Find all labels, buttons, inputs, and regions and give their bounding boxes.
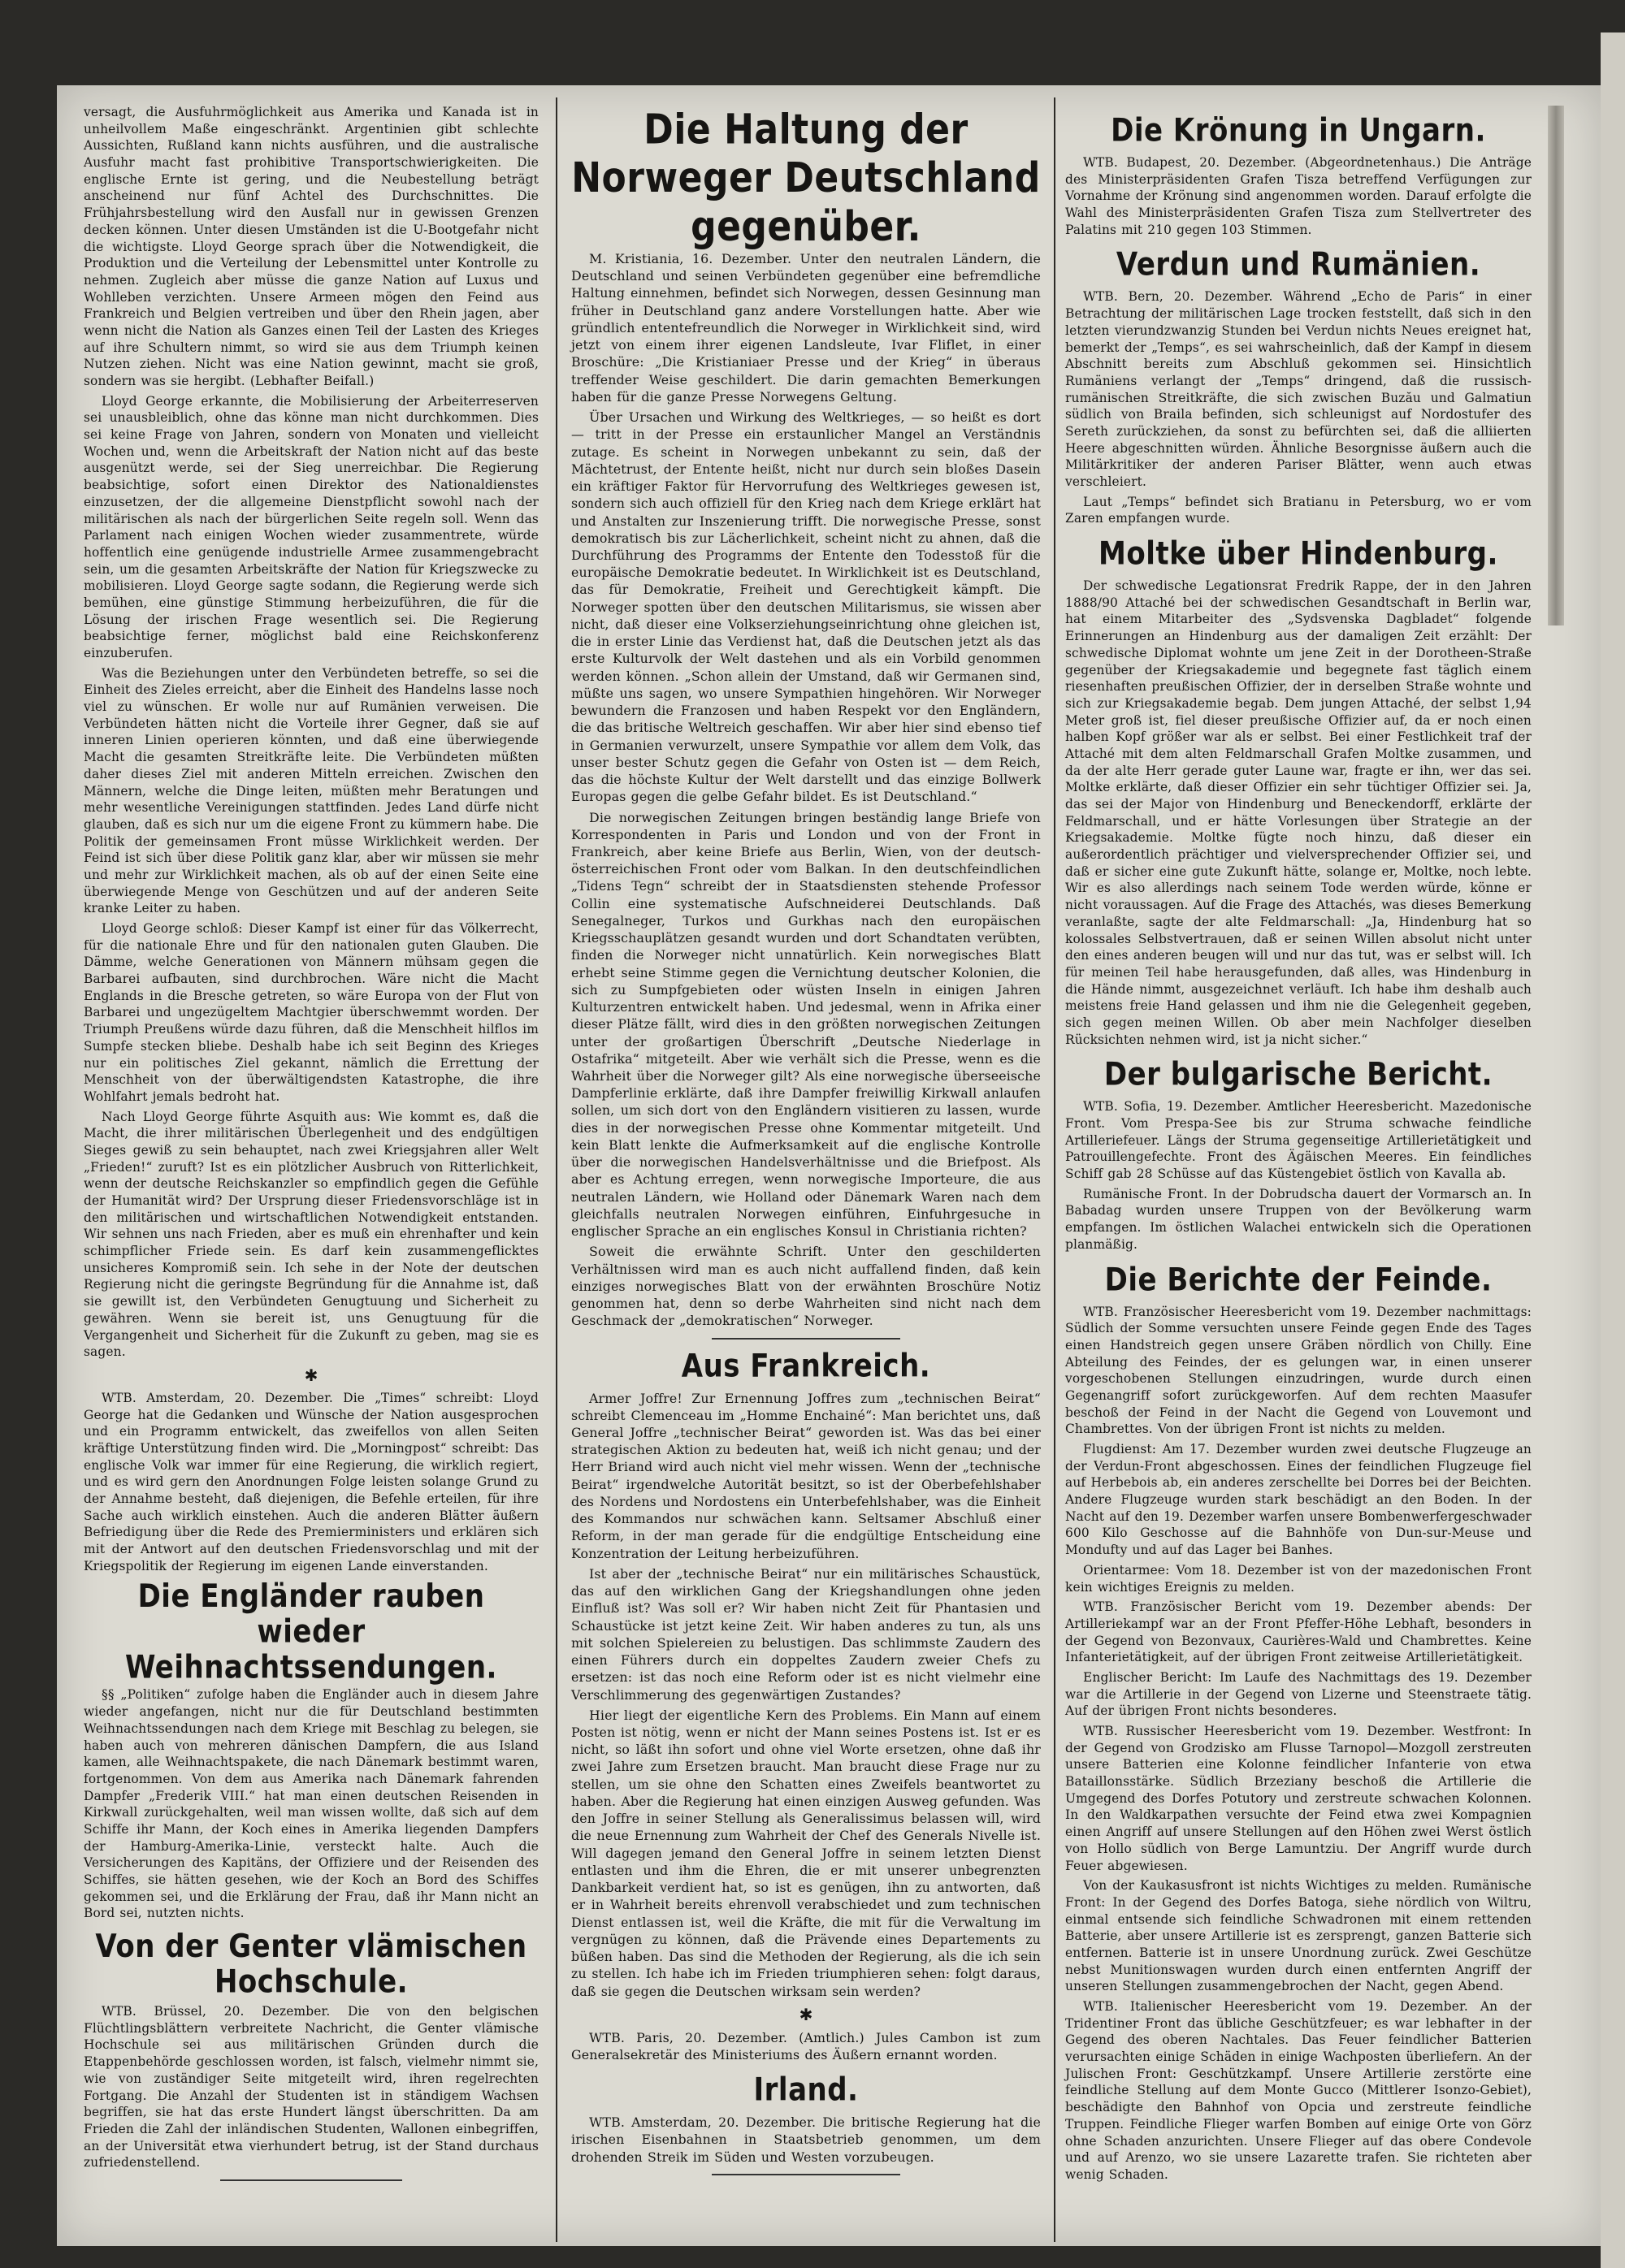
divider (712, 1338, 899, 1340)
headline-verdun: Verdun und Rumänien. (1116, 246, 1481, 284)
article-text: Armer Joffre! Zur Ernennung Joffres zum „technischen Beirat“ schreibt Clemenceau im „Homme Enchainé“: Man berichtet uns, daß General Joffre „technischer Beirat“ geworden ist. Was das bei einer strategischen Aktion zu bedeuten hat, weiß ich nicht genau; und der Herr Briand wird auch nicht viel mehr wissen. Wenn der „technische Beirat“ irgendwelche Autorität besitzt, so ist der Oberbefehlshaber des Nordens und Nordostens ein Unterbefehlshaber, was die Einheit des Kommandos nur schwächen kann. Seltsamer Abschluß einer Reform, in der man gerade für die endgültige Entscheidung eine Konzentration der Leitung herbeizuführen. (571, 1390, 1041, 1561)
article-text: WTB. Französischer Heeresbericht vom 19. Dezember nachmittags: Südlich der Somme versuchten unsere Feinde gegen Ende des Tages einen Handstreich gegen unsere Gräben nördlich von Chilly. Eine Abteilung des Feindes, der es gelungen war, in einen unserer vorgeschobenen Stellungen einzudringen, wurde durch einen Gegenangriff sofort zurückgeworfen. Auf dem rechten Maasufer beschoß der Feind in der Nacht die Gegend von Louvemont und Chambrettes. Von der übrigen Front ist nichts zu melden. (1065, 1304, 1532, 1437)
separator-star: ✱ (304, 1365, 318, 1385)
article-text: Englischer Bericht: Im Laufe des Nachmittags des 19. Dezember war die Artillerie in der Gegend von Lizerne und Steenstraete tätig. Auf der übrigen Front nichts besonderes. (1065, 1669, 1532, 1719)
article-text: Die norwegischen Zeitungen bringen beständig lange Briefe von Korrespondenten in Paris und London und von der Front in Frankreich, aber keine Briefe aus Berlin, Wien, von der deutsch-österreichischen Front oder vom Balkan. In den deutschfeindlichen „Tidens Tegn“ schreibt der in Staatsdiensten stehende Professor Collin eine systematische Aufschneiderei Deutschlands. Daß Senegalneger, Turkos und Gurkhas nach den europäischen Kriegsschauplätzen gesandt wurden und dort Schandtaten verübten, finden die Norweger nicht unnatürlich. Kein norwegisches Blatt erhebt seine Stimme gegen die Vernichtung deutscher Kolonien, die sich zu Sumpfgebieten oder wüsten Inseln in einigen Jahren Kulturzentren entwickelt haben. Und jedesmal, wenn in Afrika einer dieser Plätze fällt, wird dies in den größten norwegischen Zeitungen unter der großartigen Überschrift „Deutsche Niederlage in Ostafrika“ mitgeteilt. Aber wie verhält sich die Presse, wenn es die Wahrheit über die Norweger gilt? Als eine norwegische überseeische Dampferlinie erklärte, daß ihre Dampfer freiwillig Kirkwall anlaufen sollen, um sich dort von den Engländern visitieren zu lassen, wurde dies in der norwegischen Presse ohne Kommentar mitgeteilt. Und kein Blatt lenkte die Aufmerksamkeit auf die englische Kontrolle über die norwegischen Handelsverhältnisse und die Briefpost. Als aber es Achtung erregen, wenn norwegische Importeure, die aus neutralen Ländern, wie Holland oder Dänemark Waren nach dem gleichfalls neutralen Norwegen einführen, Einfuhrgesuche in englischer Sprache an ein englisches Konsul in Christiania richten? (571, 809, 1041, 1240)
article-text: Lloyd George schloß: Dieser Kampf ist einer für das Völkerrecht, für die nationale Ehre und für den nationalen guten Glauben. Die Dämme, welche Generationen von Männern mühsam gegen die Barbarei aufbauten, sind durchbrochen. Wäre nicht die Macht Englands in die Bresche getreten, so wäre Europa von der Flut von Barbarei und ungezügeltem Machtgier überschwemmt worden. Der Triumph Preußens würde dazu führen, daß die Menschheit hilflos im Sumpfe stecken bliebe. Deshalb habe ich seit Beginn des Krieges nur ein politisches Ziel gekannt, nämlich die Errettung der Menschheit von der überwältigendsten Katastrophe, die ihre Wohlfahrt jemals bedroht hat. (84, 921, 539, 1104)
article-text: WTB. Brüssel, 20. Dezember. Die von den belgischen Flüchtlingsblättern verbreitete Nachricht, die Genter vlämische Hochschule sei aus militärischen Gründen durch die Etappenbehörde geschlossen worden, ist falsch, vielmehr nimmt sie, wie von zuständiger Seite mitgeteilt wird, ihren regelrechten Fortgang. Die Anzahl der Studenten ist in ständigem Wachsen begriffen, sie hat das erste Hundert längst überschritten. Da am Frieden die Zahl der inländischen Studenten, Wallonen einbegriffen, an der Universität etwa vierhundert betrug, ist der Stand durchaus zufriedenstellend. (84, 2004, 539, 2171)
article-text: versagt, die Ausfuhrmöglichkeit aus Amerika und Kanada ist in unheilvollem Maße eingeschränkt. Argentinien gibt schlechte Aussichten, Rußland kann nichts ausführen, und die australische Ausfuhr macht fast prohibitive Transportschwierigkeiten. Die englische Ernte ist gering, und die Neubestellung beträgt anscheinend nur fünf Achtel des Durchschnittes. Die Frühjahrsbestellung wird den Ausfall nur in gewissen Grenzen decken können. Unter diesen Umständen ist die U-Bootgefahr nicht die wichtigste. Lloyd George sprach über die Notwendigkeit, die Produktion und die Verteilung der Lebensmittel unter Kontrolle zu nehmen. Zugleich aber müsse die ganze Nation auf Luxus und Wohlleben verzichten. Unsere Armeen mögen den Feind aus Frankreich und Belgien vertreiben und über den Rhein jagen, aber wenn nicht die Nation als Ganzes einen Teil der Lasten des Krieges auf ihre Schultern nimmt, so wird sie aus dem Triumph keinen Nutzen ziehen. Nicht was eine Nation gewinnt, macht sie groß, sondern was sie hergibt. (Lebhafter Beifall.) (84, 105, 539, 388)
article-text: Soweit die erwähnte Schrift. Unter den geschilderten Verhältnissen wird man es auch nicht auffallend finden, daß kein einziges norwegisches Blatt von der erwähnten Broschüre Notiz genommen hat, denn so derbe Wahrheiten sind nicht nach dem Geschmack der „demokratischen“ Norweger. (571, 1244, 1041, 1329)
headline-frankreich: Aus Frankreich. (681, 1347, 931, 1385)
article-text: Rumänische Front. In der Dobrudscha dauert der Vormarsch an. In Babadag wurden unsere Truppen von der Bevölkerung warm empfangen. Im östlichen Walachei entwickeln sich die Operationen planmäßig. (1065, 1186, 1532, 1252)
article-text: Über Ursachen und Wirkung des Weltkrieges, — so heißt es dort — tritt in der Presse ein erstaunlicher Mangel an Verständnis zutage. Es scheint in Norwegen unbekannt zu sein, daß der Mächtetrust, der Entente heißt, nicht nur durch sein bloßes Dasein ein kräftiger Faktor für Hervorrufung des Weltkrieges gewesen ist, sondern sich auch offiziell für den Krieg nach dem Kriege erklärt hat und Anstalten zur Inszenierung trifft. Die norwegische Presse, sonst demokratisch bis zur Lächerlichkeit, scheint nicht zu ahnen, daß die Durchführung des Programms der Entente den Todesstoß für die europäische Demokratie bedeutet. In Wirklichkeit ist es Deutschland, das für Demokratie, Freiheit und Gerechtigkeit kämpft. Die Norweger spotten über den deutschen Militarismus, sie wissen aber nicht, daß dieser eine Volkserziehungseinrichtung ohne gleichen ist, die in erster Linie das Verdienst hat, daß die Deutschen jetzt als das erste Kulturvolk der Welt dastehen und als ein Vorbild genommen werden können. „Schon allein der Umstand, daß wir Germanen sind, müßte uns sagen, wo unsere Sympathien hingehören. Wir Norweger bewundern die Franzosen und haben Respekt vor den Engländern, die das britische Weltreich geschaffen. Wir aber hier sind ebenso tief in Germanien verwurzelt, unsere Sympathie vor allem dem Volk, das unser bester Schutz gegen die Gefahr von Osten ist — dem Reich, das die höchste Kultur der Welt darstellt und das einzige Bollwerk Europas gegen die gelbe Gefahr bildet. Es ist Deutschland.“ (571, 409, 1041, 805)
article-text: Von der Kaukasusfront ist nichts Wichtiges zu melden. Rumänische Front: In der Gegend des Dorfes Batoga, siehe nördlich von Wiltru, einmal entsende sich feindliche Schwadronen mit einem rettenden Batterie, aber unsere Artillerie ist es zersprengt, ganzen Batterie sich entfernen. Batterie ist in unsere Unordnung zurück. Zwei Geschütze nebst Munitionswagen wurden durch einen entfernten Angriff der unseren Stellungen zusammengebrochen der Nacht, gegen Abend. (1065, 1878, 1532, 1994)
divider (220, 2179, 402, 2181)
article-text: Orientarmee: Vom 18. Dezember ist von der mazedonischen Front kein wichtiges Ereignis zu melden. (1065, 1562, 1532, 1595)
article-text: Ist aber der „technische Beirat“ nur ein militärisches Schaustück, das auf den wirklichen Gang der Kriegshandlungen ohne jeden Einfluß ist? Was soll er? Wir haben nicht Zeit für Phantasien und Schaustücke ist jetzt keine Zeit. Wir haben anderes zu tun, als uns mit solchen Spielereien zu belustigen. Das schlimmste Zaudern des einen Führers durch ein doppeltes Zaudern zweier Chefs zu ersetzen: ist das noch eine Reform oder ist es nicht vielmehr eine Verschlimmerung des gegenwärtigen Zustandes? (571, 1565, 1041, 1703)
column-2 (571, 104, 1041, 2187)
article-text: Der schwedische Legationsrat Fredrik Rappe, der in den Jahren 1888/90 Attaché bei der schwedischen Gesandtschaft in Berlin war, hat einem Mitarbeiter des „Sydsvenska Dagbladet“ folgende Erinnerungen an Hindenburg aus der damaligen Zeit erzählt: Der schwedische Diplomat wohnte um jene Zeit in der Dorotheen-Straße gegenüber der Kriegsakademie und begegnete fast täglich einem riesenhaften preußischen Offizier, der in derselben Straße wohnte und sich zur Kriegsakademie begab. Dem jungen Attaché, der selbst 1,94 Meter groß ist, fiel dieser preußische Offizier auf, da er noch einen halben Kopf größer war als er selbst. Bei einer Festlichkeit traf der Attaché mit dem alten Feldmarschall Grafen Moltke zusammen, und da der alte Herr gerade guter Laune war, fragte er ihn, wer das sei. Moltke erklärte, daß dieser Offizier ein sehr tüchtiger Offizier sei. Ja, das sei der Major von Hindenburg und Beneckendorff, erklärte der Feldmarschall, und er hätte Vorlesungen über Strategie an der Kriegsakademie. Moltke fügte noch hinzu, daß dieser ein außerordentlich prächtiger und vielversprechender Offizier sei, und daß er sicher eine gute Zukunft hätte, solange er, Moltke, noch lebte. Wir es also allerdings nach seinem Tode werden würde, könne er nicht voraussagen. Auf die Frage des Attachés, was dieses Bemerkung veranlaßte, sagte der alte Feldmarschall: „Ja, Hindenburg hat so kolossales Selbstvertrauen, daß er seinen Willen absolut nicht unter den eines anderen beugen will und nur das tut, was er selbst will. Ich für meinen Teil habe herausgefunden, daß alles, was Hindenburg in die Hände nimmt, ausgezeichnet verläuft. Ich habe ihm deshalb auch meistens freie Hand gelassen und ihm nie die Gelegenheit gegeben, sich gegen meinen Willen. Ob aber mein Nachfolger dieselben Rücksichten nehmen wird, ist ja nicht sicher.“ (1065, 578, 1532, 1047)
article-text: Nach Lloyd George führte Asquith aus: Wie kommt es, daß die Macht, die ihrer militärischen Überlegenheit und des endgültigen Sieges gewiß zu sein behauptet, nach zwei Kriegsjahren aller Welt „Frieden!“ zuruft? Ist es ein plötzlicher Ausbruch von Ritterlichkeit, wenn der deutsche Reichskanzler so empfindlich gegen die Gefühle der Humanität wird? Der Ursprung dieser Friedensvorschläge ist in den militärischen und wirtschaftlichen Notwendigkeit entstanden. Wir sehnen uns nach Frieden, aber es muß ein ehrenhafter und kein schimpflicher Friede sein. Es darf kein zusammengeflicktes unsicheres Kompromiß sein. Ich sehe in der Note der deutschen Regierung nicht die geringste Begründung für die Annahme ist, daß sie gewillt ist, den Verbündeten Genugtuung und Sicherheit zu gewähren. Wenn sie bereit ist, uns Genugtuung für die Vergangenheit und Sicherheit für die Zukunft zu geben, mag sie es sagen. (84, 1109, 539, 1360)
divider (712, 2174, 899, 2175)
column-3 (1065, 104, 1532, 2187)
article-text: WTB. Französischer Bericht vom 19. Dezember abends: Der Artilleriekampf war an der Front Pfeffer-Höhe Lebhaft, besonders in der Gegend von Bezonvaux, Caurières-Wald und Chambrettes. Keine Infanterietätigkeit, auf der übrigen Front zeitweise Artillerietätigkeit. (1065, 1599, 1532, 1665)
article-text: WTB. Sofia, 19. Dezember. Amtlicher Heeresbericht. Mazedonische Front. Vom Prespa-See bis zur Struma schwache feindliche Artilleriefeuer. Längs der Struma gegenseitige Artillerietätigkeit und Patrouillengefechte. Front des Ägäischen Meeres. Ein feindliches Schiff gab 28 Schüsse auf das Küstengebiet östlich von Kavalla ab. (1065, 1099, 1532, 1182)
article-text: WTB. Italienischer Heeresbericht vom 19. Dezember. An der Tridentiner Front das übliche Geschützfeuer; es war lebhafter in der Gegend des oberen Nachtales. Das Feuer feindlicher Batterien verursachten einige Schäden in einige Wachposten überliefern. An der Julischen Front: Geschützkampf. Unsere Artillerie zerstörte eine feindliche Stellung auf dem Monte Gucco (Mittlerer Isonzo-Gebiet), beschädigte den Bahnhof von Opcia und zerstreute feindliche Truppen. Feindliche Flieger warfen Bomben auf einige Orte von Görz ohne Schaden anzurichten. Unsere Flieger auf das obere Condevole und auf Arenzo, wo sie unsere Lazarette trafen. Sie richteten aber wenig Schaden. (1065, 1999, 1532, 2182)
article-text: WTB. Paris, 20. Dezember. (Amtlich.) Jules Cambon ist zum Generalsekretär des Ministeriums des Äußern ernannt worden. (571, 2029, 1041, 2062)
page-fold-shadow (1548, 106, 1564, 625)
article-text: WTB. Amsterdam, 20. Dezember. Die britische Regierung hat die irischen Eisenbahnen in Staatsbetrieb genommen, um dem drohenden Streik im Süden und Westen vorzubeugen. (571, 2114, 1041, 2165)
headline-moltke: Moltke über Hindenburg. (1098, 535, 1498, 573)
headline-bulgarischer-bericht: Der bulgarische Bericht. (1103, 1056, 1493, 1094)
article-text: Was die Beziehungen unter den Verbündeten betreffe, so sei die Einheit des Zieles erreicht, aber die Einheit des Handelns lasse noch viel zu wünschen. Er wolle nur auf Rumänien verweisen. Die Verbündeten hätten nicht die Vorteile ihrer Gegner, daß sie auf inneren Linien operieren könnten, und daß eine überwiegende Macht die gesamten Streitkräfte leite. Die Verbündeten müßten daher dieses Ziel mit anderen Mitteln erreichen. Zwischen den Männern, welche die Dinge leiten, müßten mehr Beratungen und mehr wesentliche Vereinigungen stattfinden. Jedes Land dürfe nicht glauben, daß es sich nur um die eigene Front zu kümmern habe. Die Politik der gemeinsamen Front müsse Wirklichkeit werden. Der Feind ist sich über diese Politik ganz klar, aber wir müssen sie mehr und mehr zur Wirklichkeit machen, als ob auf der einen Seite eine überwiegende Menge von Geschützen und auf der anderen Seite kranke Leiter zu haben. (84, 665, 539, 916)
article-text: Laut „Temps“ befindet sich Bratianu in Petersburg, wo er vom Zaren empfangen wurde. (1065, 494, 1532, 526)
article-text: WTB. Russischer Heeresbericht vom 19. Dezember. Westfront: In der Gegend von Grodzisko am Flusse Tarnopol—Mozgoll zerstreuten unsere Batterien eine Kolonne feindlicher Infanterie von etwa Bataillonsstärke. Südlich Brzeziany beschoß die Artillerie die Umgegend des Dorfes Potutory und zerstreute schwachen Kolonnen. In den Waldkarpathen versuchte der Feind etwa zwei Kompagnien einen Angriff auf unsere Stellungen auf den Höhen zwei Werst östlich von Hollo südlich von Berge Lamuntziu. Der Angriff wurde durch Feuer abgewiesen. (1065, 1724, 1532, 1873)
column-rule (556, 97, 557, 2242)
headline-kroenung: Die Krönung in Ungarn. (1111, 112, 1486, 149)
article-text: §§ „Politiken“ zufolge haben die Engländer auch in diesem Jahre wieder angefangen, nicht nur die für Deutschland bestimmten Weihnachtssendungen nach dem Kriege mit Beschlag zu belegen, sie haben auch von mehreren dänischen Dampfern, die aus Island kamen, alle Weihnachtspakete, die nach Dänemark bestimmt waren, fortgenommen. Von dem aus Amerika nach Dänemark fahrenden Dampfer „Frederik VIII.“ hat man einen deutschen Reisenden in Kirkwall zurückgehalten, weil man wissen wollte, daß sich auf dem Schiffe ihr Mann, der Koch eines in Amerika liegenden Dampfers der Hamburg-Amerika-Linie, versteckt halte. Auch die Versicherungen des Kapitäns, der Offiziere und der Reisenden des Schiffes, sie hätten gesehen, wie der Koch an Bord des Schiffes gekommen sei, und die Erklärung der Frau, daß ihr Mann nicht an Bord sei, nutzten nichts. (84, 1687, 539, 1921)
headline-genter-hochschule: Von der Genter vlämischen Hochschule. (95, 1928, 527, 2001)
headline-berichte-feinde: Die Berichte der Feinde. (1104, 1261, 1493, 1299)
scan-edge (1601, 32, 1625, 2268)
headline-englaender: Die Engländer rauben wieder Weihnachtssendungen. (125, 1578, 497, 1687)
headline-irland: Irland. (753, 2071, 859, 2110)
article-text: Flugdienst: Am 17. Dezember wurden zwei deutsche Flugzeuge an der Verdun-Front abgeschossen. Eines der feindlichen Flugzeuge fiel auf Herbebois ab, ein anderes zerschellte bei Dorres bei der Beichten. Andere Flugzeuge wurden stark beschädigt an den Boden. In der Nacht auf den 19. Dezember warfen unsere Bombenwerfergeschwader 600 Kilo Geschosse auf die Bahnhöfe von Dun-sur-Meuse und Mondufty und auf das Lager bei Banhes. (1065, 1442, 1532, 1558)
article-text: M. Kristiania, 16. Dezember. Unter den neutralen Ländern, die Deutschland und seinen Verbündeten gegenüber eine befremdliche Haltung einnehmen, befindet sich Norwegen, dessen Gesinnung man früher in Deutschland ganz andere Vorstellungen hatte. Aber wie gründlich ententefreundlich die Norweger in Wirklichkeit sind, wird jetzt von einem ihrer eigenen Landsleute, Ivar Fliflet, in einer Broschüre: „Die Kristianiaer Presse und der Krieg“ in überaus treffender Weise geschildert. Die darin gemachten Bemerkungen haben für die ganze Presse Norwegens Geltung. (571, 251, 1041, 405)
separator-star: ✱ (799, 2004, 813, 2024)
article-text: WTB. Budapest, 20. Dezember. (Abgeordnetenhaus.) Die Anträge des Ministerpräsidenten Grafen Tisza betreffend Verfügungen zur Vornahme der Krönung sind angenommen worden. Darauf erfolgte die Wahl des Ministerpräsidenten Grafen Tisza zum Stellvertreter des Palatins mit 210 gegen 103 Stimmen. (1065, 155, 1532, 237)
column-1 (84, 104, 539, 2192)
article-text: WTB. Bern, 20. Dezember. Während „Echo de Paris“ in einer Betrachtung der militärischen Lage trocken feststellt, daß sich in den letzten vierundzwanzig Stunden bei Verdun nichts Neues ereignet hat, bemerkt der „Temps“, es sei wahrscheinlich, daß der Kampf in diesem Abschnitt bereits zum Abschluß gekommen sei. Hinsichtlich Rumäniens verlangt der „Temps“ dringend, daß die russisch-rumänischen Streitkräfte, die sich zwischen Buzău und Galmatiun südlich von Braila befinden, sich schleunigst auf Nordostufer des Sereth zurückziehen, da sonst zu befürchten sei, daß die alliierten Heere abgeschnitten würden. Ähnliche Besorgnisse äußern auch die Militärkritiker der anderen Pariser Blätter, wenn auch etwas verschleiert. (1065, 289, 1532, 489)
article-text: Hier liegt der eigentliche Kern des Problems. Ein Mann auf einem Posten ist nötig, wenn er nicht der Mann seines Postens ist. Ist er es nicht, so läßt ihn sofort und ohne viel Worte ersetzen, ohne daß ihr zwei Jahre zum Ersetzen braucht. Man braucht diese Frage nur zu stellen, um sie ohne den Schatten eines Zweifels beantwortet zu haben. Aber die Regierung hat einen einzigen Ausweg gefunden. Was den Joffre in seiner Stellung als Generalissimus belassen will, wird die neue Ernennung zum Wahrheit der Chef des Generals Nivelle ist. Will dagegen jemand den General Joffre in seinem letzten Dienst entlasten und ihm die Ehren, die er mit unserer unbegrenzten Dankbarkeit verdient hat, so ist es genügen, ihn zu antworten, daß er in Wahrheit bereits ehrenvoll verabschiedet und zum technischen Dienst entlassen ist, weil die Kräfte, die mit für die Verwaltung im vergnügen zu können, daß die Prävende eines Departements zu büßen haben. Das sind die Methoden der Regierung, als die ich sein zu stellen. Ich habe ich im Frieden triumphieren sehen: folgt daraus, daß sie gegen die Deutschen wirksam sein werden? (571, 1707, 1041, 1999)
headline-norweger: Die Haltung der Norweger Deutschland gegenüber. (571, 106, 1041, 251)
article-text: WTB. Amsterdam, 20. Dezember. Die „Times“ schreibt: Lloyd George hat die Gedanken und Wünsche der Nation ausgesprochen und ein Programm entwickelt, das zweifellos von allen Seiten kräftige Unterstützung finden wird. Die „Morningpost“ schreibt: Das englische Volk war immer für eine Regierung, die wirklich regiert, und es wird gern den Anordnungen Folge leisten solange Grund zu der Annahme besteht, daß diejenigen, die Befehle erteilen, für ihre Sache auch wirklich einstehen. Auch die anderen Blätter äußern Befriedigung über die Rede des Premierministers und erklären sich mit der Antwort auf den deutschen Friedensvorschlag und mit der Kriegspolitik der Regierung im eigenen Lande einverstanden. (84, 1390, 539, 1573)
article-text: Lloyd George erkannte, die Mobilisierung der Arbeiterreserven sei unausbleiblich, ohne das könne man nicht durchkommen. Dies sei keine Frage von Jahren, sondern von Monaten und vielleicht Wochen und, wenn die Arbeitskraft der Nation nicht auf das beste ausgenützt werde, sei der Sieg unerreichbar. Die Regierung beabsichtige, sofort einen Direktor des Nationaldienstes einzusetzen, der die allgemeine Dienstpflicht sowohl nach der militärischen als nach der bürgerlichen Seite regeln soll. Wenn das Parlament nach einigen Wochen wieder zusammentrete, würde hoffentlich eine genügende industrielle Armee zusammengebracht sein, um die gesamten Arbeitskräfte der Nation für Kriegszwecke zu mobilisieren. Lloyd George sagte sodann, die Regierung werde sich bemühen, eine günstige Stimmung herbeizuführen, die für die Lösung der irischen Frage wesentlich sei. Die Regierung beabsichtige ferner, möglichst bald eine Reichskonferenz einzuberufen. (84, 393, 539, 660)
column-rule (1054, 97, 1055, 2242)
